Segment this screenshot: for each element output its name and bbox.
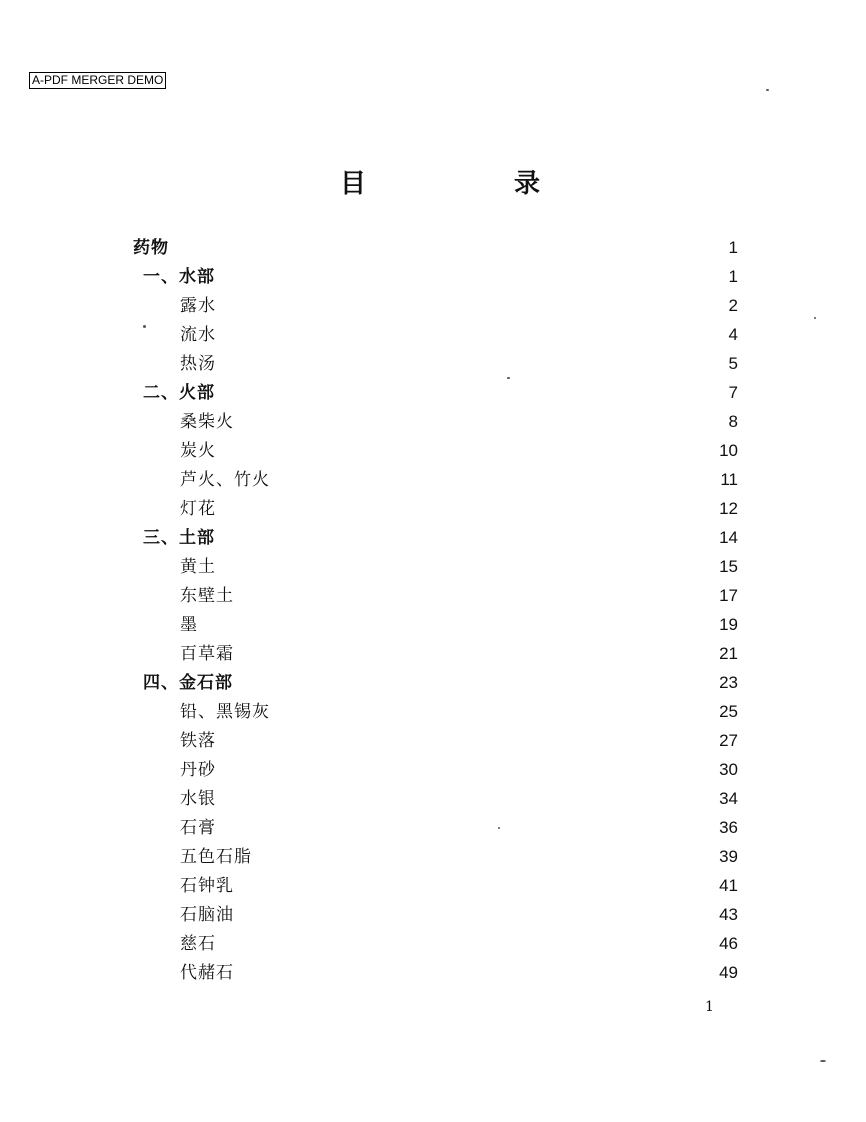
- toc-entry: [0, 379, 866, 408]
- toc-entry: [0, 814, 866, 843]
- toc-entry: [0, 292, 866, 321]
- toc-entry: [0, 785, 866, 814]
- toc-entry-page: 27: [719, 731, 738, 750]
- toc-entry-page: 17: [719, 586, 738, 605]
- scan-speck: [766, 89, 769, 91]
- toc-entry-page: 7: [728, 383, 738, 402]
- toc-entry-page: 5: [728, 354, 738, 373]
- toc-entry: [0, 611, 866, 640]
- toc-entry: [0, 669, 866, 698]
- toc-entry-label: 五色石脂: [180, 847, 252, 867]
- page-title-char-2: 录: [513, 169, 540, 199]
- page-title: [340, 164, 540, 204]
- toc-entry-label: 铅、黑锡灰: [180, 702, 270, 722]
- page-number: 1: [705, 999, 714, 1015]
- toc-entry: [0, 901, 866, 930]
- toc-entry-page: 41: [719, 876, 738, 895]
- toc-entry: [0, 843, 866, 872]
- scan-speck: [143, 325, 146, 328]
- table-of-contents: [0, 234, 866, 988]
- toc-entry-label: 石膏: [180, 818, 216, 838]
- toc-entry-label: 四、金石部: [143, 673, 233, 693]
- toc-entry-label: 丹砂: [180, 760, 216, 780]
- toc-entry-page: 36: [719, 818, 738, 837]
- toc-entry-label: 流水: [180, 325, 216, 345]
- toc-entry: [0, 350, 866, 379]
- toc-entry: [0, 263, 866, 292]
- toc-entry-page: 34: [719, 789, 738, 808]
- scan-speck: [814, 317, 816, 319]
- toc-entry-label: 二、火部: [143, 383, 215, 403]
- scan-speck: [498, 827, 500, 829]
- page-title-char-1: 目: [340, 169, 367, 199]
- toc-entry: [0, 930, 866, 959]
- toc-entry: [0, 640, 866, 669]
- toc-entry-page: 4: [728, 325, 738, 344]
- toc-entry-label: 露水: [180, 296, 216, 316]
- toc-entry-page: 43: [719, 905, 738, 924]
- toc-entry-label: 石钟乳: [180, 876, 234, 896]
- toc-entry: [0, 466, 866, 495]
- toc-entry-page: 21: [719, 644, 738, 663]
- toc-entry: [0, 756, 866, 785]
- toc-entry-page: 46: [719, 934, 738, 953]
- toc-entry-page: 23: [719, 673, 738, 692]
- toc-entry: [0, 582, 866, 611]
- toc-entry-page: 1: [728, 238, 738, 257]
- toc-entry: [0, 698, 866, 727]
- toc-entry-label: 三、土部: [143, 528, 215, 548]
- toc-entry-label: 铁落: [180, 731, 216, 751]
- toc-entry-label: 墨: [180, 615, 198, 635]
- toc-entry-page: 15: [719, 557, 738, 576]
- toc-entry: [0, 234, 866, 263]
- toc-entry-page: 39: [719, 847, 738, 866]
- toc-entry-page: 2: [728, 296, 738, 315]
- toc-entry-label: 一、水部: [143, 267, 215, 287]
- toc-entry-label: 炭火: [180, 441, 216, 461]
- toc-entry-label: 灯花: [180, 499, 216, 519]
- toc-entry-page: 19: [719, 615, 738, 634]
- toc-entry: [0, 408, 866, 437]
- toc-entry-label: 慈石: [180, 934, 216, 954]
- toc-entry-page: 49: [719, 963, 738, 982]
- scan-speck: [507, 377, 510, 379]
- watermark-stamp: A-PDF MERGER DEMO: [29, 72, 166, 89]
- toc-entry-page: 14: [719, 528, 738, 547]
- toc-entry-page: 11: [720, 470, 738, 489]
- toc-entry: [0, 727, 866, 756]
- toc-entry-page: 1: [728, 267, 738, 286]
- toc-entry: [0, 437, 866, 466]
- scan-speck: [820, 1060, 826, 1062]
- toc-entry-page: 8: [728, 412, 738, 431]
- toc-entry-label: 东壁土: [180, 586, 234, 606]
- toc-entry: [0, 321, 866, 350]
- toc-entry-label: 黄土: [180, 557, 216, 577]
- toc-entry-page: 30: [719, 760, 738, 779]
- toc-entry-label: 百草霜: [180, 644, 234, 664]
- toc-entry: [0, 495, 866, 524]
- toc-entry-label: 水银: [180, 789, 216, 809]
- toc-entry-label: 芦火、竹火: [180, 470, 270, 490]
- toc-entry: [0, 524, 866, 553]
- toc-entry-label: 石脑油: [180, 905, 234, 925]
- toc-entry-label: 热汤: [180, 354, 216, 374]
- toc-entry-label: 药物: [133, 238, 169, 258]
- toc-entry-page: 25: [719, 702, 738, 721]
- toc-entry: [0, 553, 866, 582]
- toc-entry-label: 桑柴火: [180, 412, 234, 432]
- toc-entry-page: 10: [719, 441, 738, 460]
- toc-entry-page: 12: [719, 499, 738, 518]
- toc-entry: [0, 872, 866, 901]
- toc-entry: [0, 959, 866, 988]
- toc-entry-label: 代赭石: [180, 963, 234, 983]
